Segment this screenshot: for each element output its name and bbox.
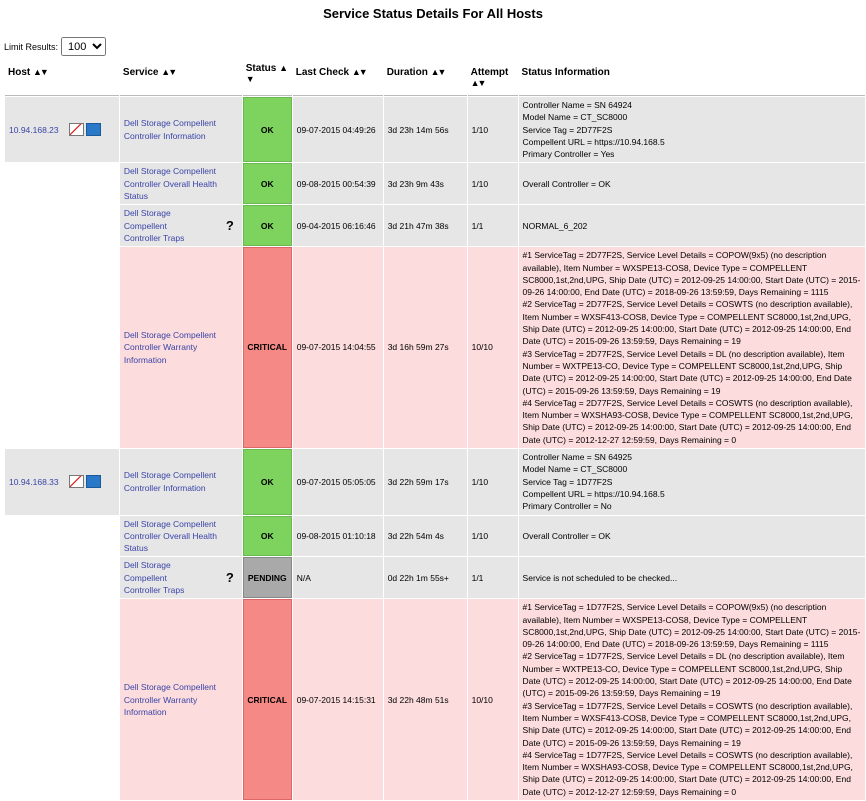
service-link[interactable]: Dell Storage Compellent Controller Traps: [123, 560, 185, 595]
service-link[interactable]: Dell Storage Compellent Controller Information: [123, 118, 217, 141]
status-information-cell: Overall Controller = OK: [519, 516, 865, 557]
duration-cell: 3d 23h 9m 43s: [384, 163, 467, 204]
service-link[interactable]: Dell Storage Compellent Controller Warranty Information: [123, 330, 217, 365]
last-check-cell: 09-07-2015 14:15:31: [293, 599, 383, 800]
status-information-cell: #1 ServiceTag = 1D77F2S, Service Level Details = COPOW(9x5) (no description available), Item Number = WXSPE13-COS8, Device Type = COMPELLENT SC8000,1st,2nd,UPG, Ship Date (UTC) = 2012-09-25 14:00:00, Start Date (UTC) = 2015-09-26 14:00:00, End Date (UTC) = 2018-09-26 13:59:59, Days Remaining = 1115 #2 ServiceTag = 1D77F2S, Service Level Details = DL (no description available), Item Number = WXTPE13-CO, Device Type = COMPELLENT SC8000,1st,2nd,UPG, Ship Date (UTC) = 2012-09-25 14:00:00, Start Date (UTC) = 2012-09-25 14:00:00, End Date (UTC) = 2015-09-26 13:59:59, Days Remaining = 19 #3 ServiceTag = 1D77F2S, Service Level Details = COSWTS (no description available), Item Number = WXSF413-COS8, Device Type = COMPELLENT SC8000,1st,2nd,UPG, Ship Date (UTC) = 2012-09-25 14:00:00, Start Date (UTC) = 2012-09-25 14:00:00, End Date (UTC) = 2015-09-26 13:59:59, Days Remaining = 19 #4 ServiceTag = 1D77F2S, Service Level Details = COSWTS (no description available), Item Number = WXSHA93-COS8, Device Type = COMPELLENT SC8000,1st,2nd,UPG, Ship Date (UTC) = 2012-09-25 14:00:00, Start Date (UTC) = 2012-09-25 14:00:00, End Date (UTC) = 2012-12-27 12:59:59, Days Remaining = 0: [519, 599, 865, 800]
network-device-icon[interactable]: [86, 123, 101, 136]
host-cell-empty: [5, 599, 119, 800]
table-row: [5, 163, 865, 204]
service-link[interactable]: Dell Storage Compellent Controller Information: [123, 470, 217, 493]
attempt-cell: 1/1: [468, 557, 518, 598]
service-link[interactable]: Dell Storage Compellent Controller Warranty Information: [123, 682, 217, 717]
table-row: [5, 247, 865, 448]
service-cell: [120, 557, 242, 598]
table-row: [5, 516, 865, 557]
attempt-cell: 10/10: [468, 247, 518, 448]
duration-cell: 3d 22h 54m 4s: [384, 516, 467, 557]
column-header-host: [5, 63, 119, 96]
service-cell: [120, 247, 242, 448]
limit-results-label: Limit Results:: [4, 41, 59, 52]
column-header-last-check-label: Last Check: [295, 67, 350, 78]
table-row: [5, 599, 865, 800]
question-mark-icon[interactable]: ?: [225, 217, 234, 233]
sort-arrows-icon[interactable]: ▲▼: [161, 67, 176, 77]
table-row: [5, 557, 865, 598]
attempt-cell: 1/10: [468, 449, 518, 514]
sort-arrows-icon[interactable]: ▲▼: [33, 67, 47, 77]
service-cell: [120, 516, 242, 557]
status-information-cell: Controller Name = SN 64925 Model Name = CT_SC8000 Service Tag = 1D77F2S Compellent URL = https://10.94.168.5 Primary Controller = No: [519, 449, 865, 514]
service-cell: [120, 163, 242, 204]
host-cell-empty: [5, 516, 119, 557]
column-header-duration-label: Duration: [386, 67, 428, 78]
status-information-cell: #1 ServiceTag = 2D77F2S, Service Level Details = COPOW(9x5) (no description available), Item Number = WXSPE13-COS8, Device Type = COMPELLENT SC8000,1st,2nd,UPG, Ship Date (UTC) = 2012-09-25 14:00:00, Start Date (UTC) = 2015-09-26 14:00:00, End Date (UTC) = 2018-09-26 13:59:59, Days Remaining = 1115 #2 ServiceTag = 2D77F2S, Service Level Details = COSWTS (no description available), Item Number = WXSF413-COS8, Device Type = COMPELLENT SC8000,1st,2nd,UPG, Ship Date (UTC) = 2012-09-25 14:00:00, Start Date (UTC) = 2012-09-25 14:00:00, End Date (UTC) = 2015-09-26 13:59:59, Days Remaining = 19 #3 ServiceTag = 2D77F2S, Service Level Details = DL (no description available), Item Number = WXTPE13-CO, Device Type = COMPELLENT SC8000,1st,2nd,UPG, Ship Date (UTC) = 2012-09-25 14:00:00, Start Date (UTC) = 2012-09-25 14:00:00, End Date (UTC) = 2015-09-26 13:59:59, Days Remaining = 19 #4 ServiceTag = 2D77F2S, Service Level Details = COSWTS (no description available), Item Number = WXSHA93-COS8, Device Type = COMPELLENT SC8000,1st,2nd,UPG, Ship Date (UTC) = 2012-09-25 14:00:00, Start Date (UTC) = 2012-09-25 14:00:00, End Date (UTC) = 2012-12-27 12:59:59, Days Remaining = 0: [519, 247, 865, 448]
network-device-icon[interactable]: [86, 475, 101, 488]
attempt-cell: 1/10: [468, 516, 518, 557]
column-header-status-label: Status: [245, 63, 277, 74]
last-check-cell: N/A: [293, 557, 383, 598]
status-badge: OK: [243, 516, 292, 557]
last-check-cell: 09-04-2015 06:16:46: [293, 205, 383, 246]
status-badge: OK: [243, 97, 292, 162]
column-header-attempt: [468, 63, 518, 96]
status-badge: OK: [243, 205, 292, 246]
sort-down-icon[interactable]: ▼: [245, 74, 253, 84]
service-cell: [120, 449, 242, 514]
attempt-cell: 1/1: [468, 205, 518, 246]
table-row: [5, 205, 865, 246]
status-information-cell: Service is not scheduled to be checked...: [519, 557, 865, 598]
service-status-table: [4, 62, 866, 801]
status-badge: CRITICAL: [243, 599, 292, 800]
host-cell-empty: [5, 557, 119, 598]
attempt-cell: 10/10: [468, 599, 518, 800]
column-header-host-label: Host: [8, 67, 31, 78]
service-cell: [120, 205, 242, 246]
status-information-cell: NORMAL_6_202: [519, 205, 865, 246]
status-badge: OK: [243, 449, 292, 514]
host-cell-empty: [5, 247, 119, 448]
performance-graph-icon[interactable]: [69, 475, 84, 488]
last-check-cell: 09-08-2015 01:10:18: [293, 516, 383, 557]
host-cell: [5, 97, 119, 162]
sort-arrows-icon[interactable]: ▲▼: [470, 78, 485, 88]
status-badge: PENDING: [243, 557, 292, 598]
column-header-service: [120, 63, 242, 96]
attempt-cell: 1/10: [468, 97, 518, 162]
sort-up-icon[interactable]: ▲: [279, 63, 287, 73]
host-cell-empty: [5, 205, 119, 246]
duration-cell: 3d 21h 47m 38s: [384, 205, 467, 246]
last-check-cell: 09-07-2015 04:49:26: [293, 97, 383, 162]
duration-cell: 3d 22h 48m 51s: [384, 599, 467, 800]
host-cell: [5, 449, 119, 514]
sort-arrows-icon[interactable]: ▲▼: [430, 67, 445, 77]
last-check-cell: 09-07-2015 14:04:55: [293, 247, 383, 448]
column-header-duration: [384, 63, 467, 96]
page-title: Service Status Details For All Hosts: [323, 6, 543, 21]
column-header-status-information-label: Status Information: [521, 67, 610, 78]
table-row: [5, 449, 865, 514]
duration-cell: 3d 16h 59m 27s: [384, 247, 467, 448]
status-information-cell: Overall Controller = OK: [519, 163, 865, 204]
service-cell: [120, 599, 242, 800]
limit-results: [4, 37, 106, 56]
table-header-row: [5, 63, 865, 96]
service-link[interactable]: Dell Storage Compellent Controller Overall Health Status: [123, 166, 217, 202]
host-link[interactable]: 10.94.168.23: [9, 124, 59, 135]
column-header-attempt-label: Attempt: [470, 67, 509, 78]
service-link[interactable]: Dell Storage Compellent Controller Traps: [123, 208, 185, 243]
service-cell: [120, 97, 242, 162]
performance-graph-icon[interactable]: [69, 123, 84, 136]
duration-cell: 3d 22h 59m 17s: [384, 449, 467, 514]
attempt-cell: 1/10: [468, 163, 518, 204]
duration-cell: 0d 22h 1m 55s+: [384, 557, 467, 598]
column-header-status-information: [519, 63, 865, 96]
sort-arrows-icon[interactable]: ▲▼: [351, 67, 366, 77]
service-link[interactable]: Dell Storage Compellent Controller Overall Health Status: [123, 518, 217, 554]
table-row: [5, 97, 865, 162]
status-information-cell: Controller Name = SN 64924 Model Name = CT_SC8000 Service Tag = 2D77F2S Compellent URL = https://10.94.168.5 Primary Controller = Yes: [519, 97, 865, 162]
limit-results-select[interactable]: [61, 37, 106, 56]
column-header-last-check: [293, 63, 383, 96]
question-mark-icon[interactable]: ?: [225, 569, 234, 585]
last-check-cell: 09-08-2015 00:54:39: [293, 163, 383, 204]
column-header-status: [243, 63, 292, 96]
status-badge: CRITICAL: [243, 247, 292, 448]
host-link[interactable]: 10.94.168.33: [9, 476, 59, 487]
duration-cell: 3d 23h 14m 56s: [384, 97, 467, 162]
host-cell-empty: [5, 163, 119, 204]
last-check-cell: 09-07-2015 05:05:05: [293, 449, 383, 514]
status-badge: OK: [243, 163, 292, 204]
column-header-service-label: Service: [122, 67, 159, 78]
